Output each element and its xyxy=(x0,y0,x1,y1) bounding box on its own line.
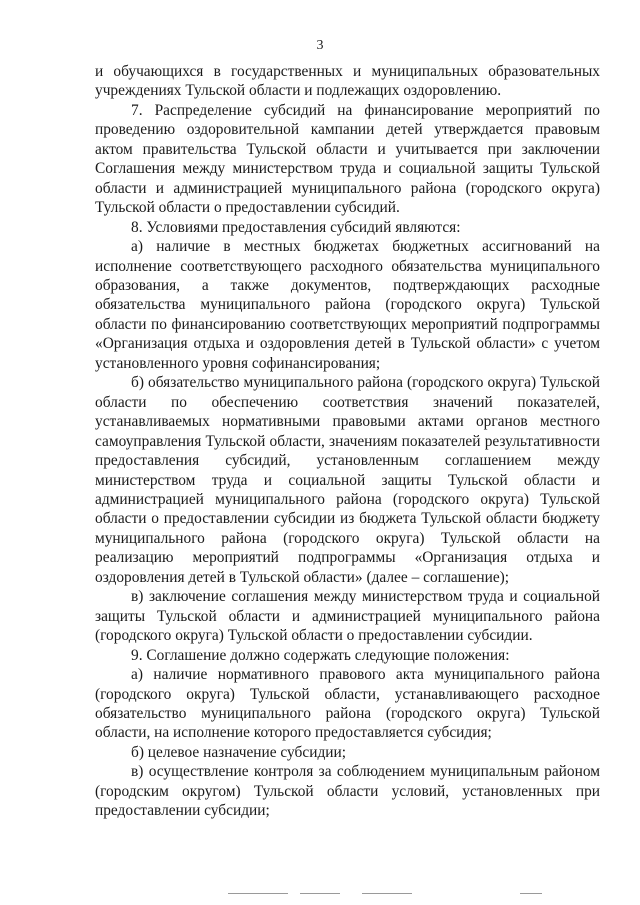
scan-artifact xyxy=(228,893,288,894)
scan-artifact xyxy=(520,893,542,894)
document-body xyxy=(95,62,600,821)
paragraph-8a: а) наличие в местных бюджетах бюджетных ассигнований на исполнение соответствующего расходного обязательства муниципального образования, а также документов, подтверждающих расходные обязательства муниципального района (городского округа) Тульской области по финансированию соответствующих мероприятий подпрограммы «Организация отдыха и оздоровления детей в Тульской области» с учетом установленного уровня софинансирования; xyxy=(95,238,600,372)
paragraph-8b: б) обязательство муниципального района (городского округа) Тульской области по обеспечению соответствия значений показателей, устанавливаемых нормативными правовыми актами органов местного самоуправления Тульской области, значениям показателей результативности предоставления субсидий, установленным соглашением между министерством труда и социальной защиты Тульской области и администрацией муниципального района (городского округа) Тульской области о предоставлении субсидии из бюджета Тульской области бюджету муниципального района (городского округа) Тульской области на реализацию мероприятий подпрограммы «Организация отдыха и оздоровления детей в Тульской области» (далее – соглашение); xyxy=(95,374,600,586)
paragraph-9a: а) наличие нормативного правового акта муниципального района (городского округа) Тульской области, устанавливающего расходное обязательство муниципального района (городского округа) Тульской области, на исполнение которого предоставляется субсидия; xyxy=(95,666,600,742)
scan-artifact xyxy=(300,893,340,894)
paragraph-continuation: и обучающихся в государственных и муниципальных образовательных учреждениях Тульской области и подлежащих оздоровлению. xyxy=(95,63,600,100)
paragraph-9: 9. Соглашение должно содержать следующие положения: xyxy=(131,646,510,664)
page-number: 3 xyxy=(316,38,324,53)
scan-artifact xyxy=(362,893,412,894)
paragraph-7: 7. Распределение субсидий на финансирование мероприятий по проведению оздоровительной кампании детей утверждается правовым актом правительства Тульской области и учитывается при заключении Соглашения между министерством труда и социальной защиты Тульской области и администрацией муниципального района (городского округа) Тульской области о предоставлении субсидий. xyxy=(95,101,600,217)
paragraph-9b: б) целевое назначение субсидии; xyxy=(131,743,347,761)
paragraph-8: 8. Условиями предоставления субсидий являются: xyxy=(131,218,461,236)
paragraph-9v: в) осуществление контроля за соблюдением муниципальным районом (городским округом) Тульской области условий, установленных при предоставлении субсидии; xyxy=(95,763,600,820)
paragraph-8v: в) заключение соглашения между министерством труда и социальной защиты Тульской области и администрацией муниципального района (городского округа) Тульской области о предоставлении субсидии. xyxy=(95,588,600,645)
